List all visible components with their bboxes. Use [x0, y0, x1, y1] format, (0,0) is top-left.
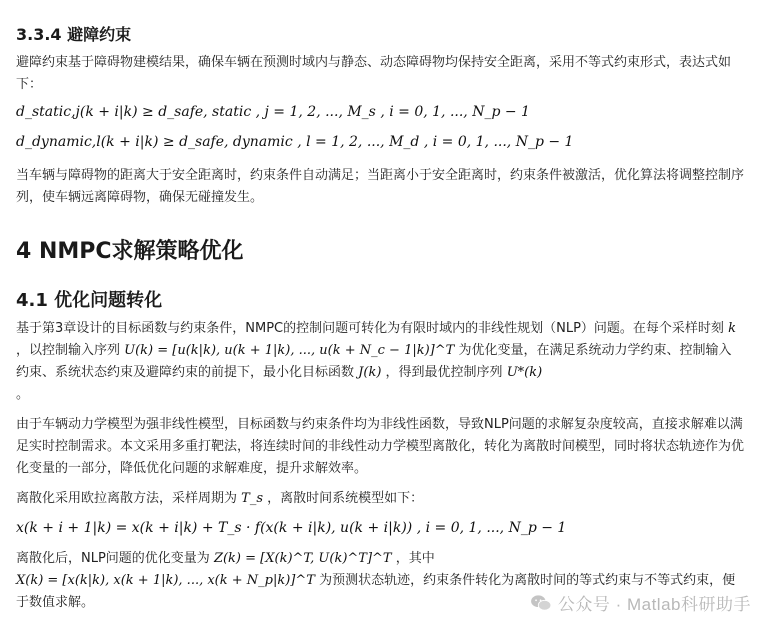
- wechat-icon: [530, 594, 552, 612]
- p4-text-a: 离散化后，NLP问题的优化变量为: [16, 551, 210, 566]
- p1-text-d: ，得到最优控制序列: [385, 365, 503, 380]
- equation-discrete-model: x(k + i + 1|k) = x(k + i|k) + T_s · f(x(k + i|k), u(k + i|k)) , i = 0, 1, ..., N_p − 1: [16, 520, 567, 536]
- p4-text-b: ，其中: [395, 551, 435, 566]
- equation-dynamic-obstacle: d_dynamic,l(k + i|k) ≥ d_safe, dynamic , l = 1, 2, ..., M_d , i = 0, 1, ..., N_p − 1: [16, 134, 574, 150]
- p3-text-b: ，离散时间系统模型如下：: [267, 491, 424, 506]
- math-control-sequence: U(k) = [u(k|k), u(k + 1|k), ..., u(k + N_c − 1|k)]^T: [124, 343, 455, 358]
- equation-static-obstacle: d_static,j(k + i|k) ≥ d_safe, static , j = 1, 2, ..., M_s , i = 0, 1, ..., N_p − 1: [16, 104, 530, 120]
- paragraph-discretization: [16, 488, 744, 510]
- heading-3-3-4: 3.3.4 避障约束: [16, 25, 132, 44]
- math-optimal-sequence: U*(k): [506, 365, 543, 380]
- p4-text-c: 为预测状态轨迹，约束条件转化为离散时间的等式约束与不等式约束，便于数值求解。: [16, 573, 736, 610]
- paragraph-nlp-formulation: [16, 318, 744, 406]
- paragraph-obstacle-intro: 避障约束基于障碍物建模结果，确保车辆在预测时域内与静态、动态障碍物均保持安全距离，采用不等式约束形式，表达式如下：: [16, 55, 732, 92]
- p1-text-a: 基于第3章设计的目标函数与约束条件，NMPC的控制问题可转化为有限时域内的非线性规划（NLP）问题。在每个采样时刻: [16, 321, 724, 336]
- watermark: [530, 590, 751, 615]
- paragraph-multiple-shooting: 由于车辆动力学模型为强非线性模型，目标函数与约束条件均为非线性函数，导致NLP问题的求解复杂度较高，直接求解难以满足实时控制需求。本文采用多重打靶法，将连续时间的非线性动力学模型离散化，转化为离散时间模型，同时将状态轨迹作为优化变量的一部分，降低优化问题的求解难度，提升求解效率。: [16, 417, 745, 476]
- p1-text-c: 为优化变量，在满足系统动力学约束、控制输入约束、系统状态约束及避障约束的前提下，最小化目标函数: [16, 343, 732, 380]
- p1-text-e: 。: [16, 387, 30, 402]
- heading-4-1: 4.1 优化问题转化: [16, 290, 163, 311]
- paragraph-obstacle-outro: 当车辆与障碍物的距离大于安全距离时，约束条件自动满足；当距离小于安全距离时，约束条件被激活，优化算法将调整控制序列，使车辆远离障碍物，确保无碰撞发生。: [16, 168, 745, 205]
- p3-text-a: 离散化采用欧拉离散方法，采样周期为: [16, 491, 238, 506]
- math-decision-vector: Z(k) = [X(k)^T, U(k)^T]^T: [213, 551, 392, 566]
- watermark-text: 公众号 · Matlab科研助手: [557, 595, 751, 614]
- math-k: k: [728, 321, 736, 336]
- p1-text-b: ，以控制输入序列: [16, 343, 121, 358]
- math-state-trajectory: X(k) = [x(k|k), x(k + 1|k), ..., x(k + N_p|k)]^T: [16, 573, 315, 588]
- math-objective: J(k): [358, 365, 382, 380]
- heading-4: 4 NMPC求解策略优化: [16, 239, 244, 264]
- math-sample-period: T_s: [241, 491, 263, 506]
